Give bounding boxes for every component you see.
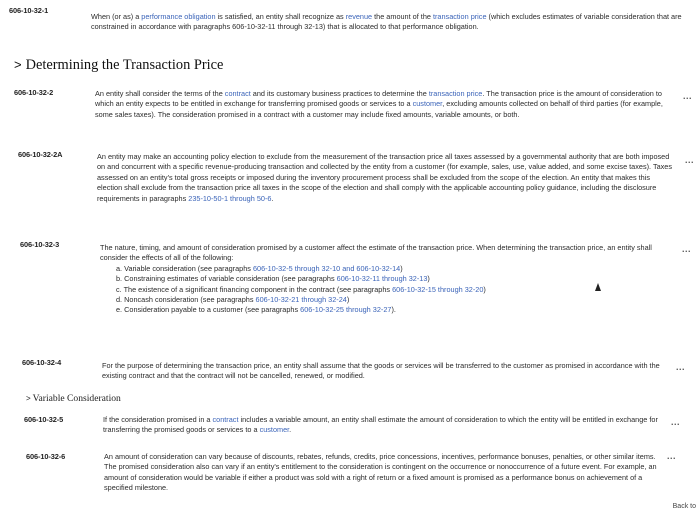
paragraph-text: An entity may make an accounting policy election to exclude from the measurement of the transaction price all taxes assessed by a governmental authority that are both imposed on and concurrent with a specific revenue-producing transaction and collected by the entity from a customer (for example, sales, use, value added, and some excise taxes). Taxes assessed on an entity's total gross receipts or imposed during the inventory procurement process shall be excluded from the scope of the election. An entity that makes this election shall exclude from the transaction price all taxes in the scope of the election and shall comply with the applicable accounting policy guidance, including the disclosure requirements in paragraphs 235-10-50-1 through 50-6. [97,152,673,203]
paragraph-id: 606-10-32-4 [22,358,62,367]
glossary-link-transaction-price[interactable]: transaction price [428,89,483,98]
more-options-icon[interactable]: ... [682,244,692,254]
more-options-icon[interactable]: ... [683,91,693,101]
cross-reference-link[interactable]: 606-10-32-21 through 32-24 [255,295,347,305]
cross-reference-link[interactable]: 606-10-32-5 through 32-10 and 606-10-32-14 [252,263,401,273]
paragraph-text: If the consideration promised in a contract includes a variable amount, an entity shall estimate the amount of consideration to which the entity will be entitled in exchange for transferring the promised goods or services to a customer. [103,415,658,435]
more-options-icon[interactable]: ... [685,155,695,165]
paragraph-text: An amount of consideration can vary because of discounts, rebates, refunds, credits, price concessions, incentives, performance bonuses, penalties, or other similar items. The promised consideration also can vary if an entity's entitlement to the consideration is contingent on the occurrence or nonoccurrence of a future event. For example, an amount of consideration would be variable if either a product was sold with a right of return or a fixed amount is promised as a performance bonus on achievement of a specified milestone. [104,452,657,493]
more-options-icon[interactable]: ... [671,417,681,427]
paragraph-id: 606-10-32-2 [14,88,54,97]
chevron-right-icon: > [26,394,31,403]
glossary-link-customer[interactable]: customer [259,425,290,435]
paragraph-text: An entity shall consider the terms of the contract and its customary business practices to determine the transaction price. The transaction price is the amount of consideration to which an entity expects to be entitled in exchange for transferring promised goods or services to a customer, excluding amounts collected on behalf of third parties (for example, some sales taxes). The consideration promised in a contract with a customer may include fixed amounts, variable amounts, or both. [95,89,663,119]
more-options-icon[interactable]: ... [676,362,686,372]
glossary-link-revenue[interactable]: revenue [345,12,373,21]
glossary-link-performance-obligation[interactable]: performance obligation [141,12,216,21]
cross-reference-link[interactable]: 606-10-32-25 through 32-27 [300,305,392,315]
paragraph-id: 606-10-32-5 [24,415,64,424]
glossary-link-customer[interactable]: customer [412,99,443,109]
cross-reference-link[interactable]: 235-10-50-1 through 50-6 [188,193,272,203]
list-item: b. Constraining estimates of variable consideration (see paragraphs 606-10-32-11 through 32-13) [116,274,430,284]
list-item: a. Variable consideration (see paragraphs 606-10-32-5 through 32-10 and 606-10-32-14) [116,263,403,273]
paragraph-id: 606-10-32-3 [20,240,60,249]
glossary-link-contract[interactable]: contract [224,89,251,98]
mouse-cursor-icon [595,283,601,291]
back-to-top-link[interactable]: Back to [672,503,696,510]
paragraph-text: When (or as) a performance obligation is satisfied, an entity shall recognize as revenue the amount of the transaction price (which excludes estimates of variable consideration that are constrained in accordance with paragraphs 606-10-32-11 through 32-13) that is allocated to that performance obligation. [91,12,682,32]
cross-reference-link[interactable]: 606-10-32-11 through 32-13 [336,274,428,284]
cross-reference-link[interactable]: 606-10-32-15 through 32-20 [392,284,484,294]
chevron-right-icon: > [14,57,22,72]
list-item: d. Noncash consideration (see paragraphs 606-10-32-21 through 32-24) [116,295,350,305]
paragraph-id: 606-10-32-2A [18,150,63,159]
paragraph-id: 606-10-32-1 [9,6,49,15]
subsection-heading[interactable]: > Variable Consideration [26,393,121,404]
list-item: e. Consideration payable to a customer (see paragraphs 606-10-32-25 through 32-27). [116,305,396,315]
glossary-link-contract[interactable]: contract [212,415,239,424]
list-item: c. The existence of a significant financing component in the contract (see paragraphs 606-10-32-15 through 32-20) [116,284,486,294]
glossary-link-transaction-price[interactable]: transaction price [432,12,487,21]
paragraph-id: 606-10-32-6 [26,452,66,461]
more-options-icon[interactable]: ... [667,451,677,461]
paragraph-text: For the purpose of determining the transaction price, an entity shall assume that the goods or services will be transferred to the customer as promised in accordance with the existing contract and that the contract will not be cancelled, renewed, or modified. [102,361,660,381]
paragraph-text: The nature, timing, and amount of consideration promised by a customer affect the estimate of the transaction price. When determining the transaction price, an entity shall consider the effects of all of the following: a. Variable consideration (see paragraphs 606-10-32-5 through 32-10 and 606-10-32-14) b. Constraining estimates of variable consideration (see paragraphs 606-10-32-11 through 32-13) c. The existence of a significant financing component in the contract (see paragraphs 606-10-32-15 through 32-20) d. Noncash consideration (see paragraphs 606-10-32-21 through 32-24) e. Consideration payable to a customer (see paragraphs 606-10-32-25 through 32-27). [100,243,675,316]
considerations-list [100,264,675,316]
section-heading[interactable]: > Determining the Transaction Price [14,57,224,73]
